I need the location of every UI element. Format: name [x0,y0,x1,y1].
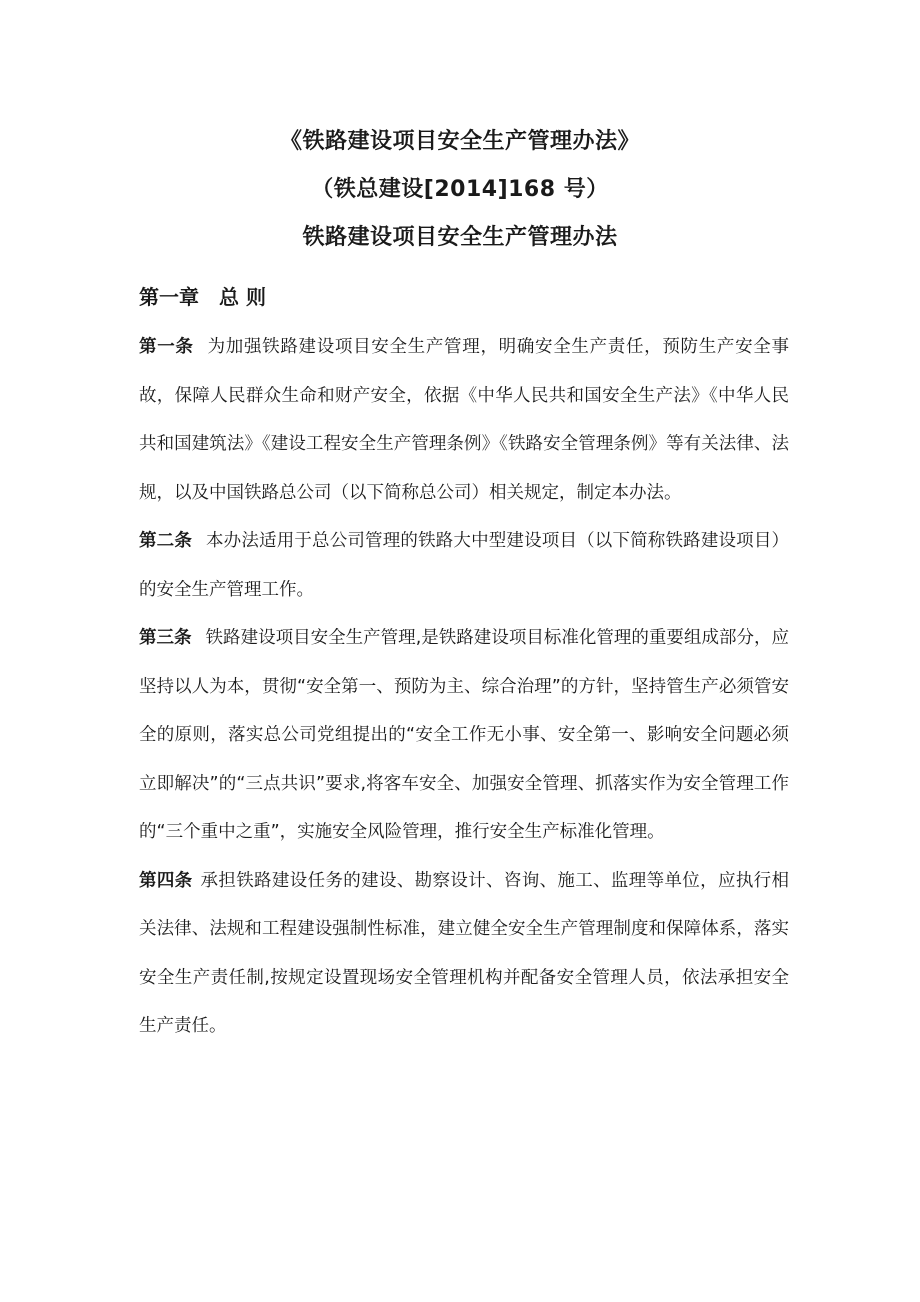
chapter-heading [139,277,789,317]
article-1 [139,323,789,517]
article-4 [139,857,789,1051]
chapter-label: 第一章 [139,285,199,309]
document-title: 《铁路建设项目安全生产管理办法》 [279,129,640,154]
article-text: 铁路建设项目安全生产管理,是铁路建设项目标准化管理的重要组成部分，应坚持以人为本，贯彻“安全第一、预防为主、综合治理”的方针，坚持管生产必须管安全的原则，落实总公司党组提出的“安全工作无小事、安全第一、影响安全问题必须立即解决”的“三点共识”要求,将客车安全、加强安全管理、抓落实作为安全管理工作的“三个重中之重”，实施安全风险管理，推行安全生产标准化管理。 [139,628,790,842]
article-text: 承担铁路建设任务的建设、勘察设计、咨询、施工、监理等单位，应执行相关法律、法规和工程建设强制性标准，建立健全安全生产管理制度和保障体系，落实安全生产责任制,按规定设置现场安全管理机构并配备安全管理人员，依法承担安全生产责任。 [139,870,790,1036]
document-body [139,277,789,1051]
article-number: 第三条 [139,628,192,648]
title-block [0,118,920,262]
chapter-name: 总 则 [219,285,266,309]
article-number: 第二条 [139,531,193,551]
document-number: （铁总建设[2014]168 号） [311,177,609,202]
article-text: 为加强铁路建设项目安全生产管理，明确安全生产责任，预防生产安全事故，保障人民群众生命和财产安全，依据《中华人民共和国安全生产法》《中华人民共和国建筑法》《建设工程安全生产管理条例》《铁路安全管理条例》等有关法律、法规，以及中国铁路总公司（以下简称总公司）相关规定，制定本办法。 [139,337,790,503]
article-text: 本办法适用于总公司管理的铁路大中型建设项目（以下简称铁路建设项目）的安全生产管理工作。 [139,531,789,600]
article-number: 第四条 [139,870,193,891]
article-number: 第一条 [139,337,194,357]
article-2 [139,517,789,614]
document-subtitle: 铁路建设项目安全生产管理办法 [302,225,618,250]
article-3 [139,614,789,857]
